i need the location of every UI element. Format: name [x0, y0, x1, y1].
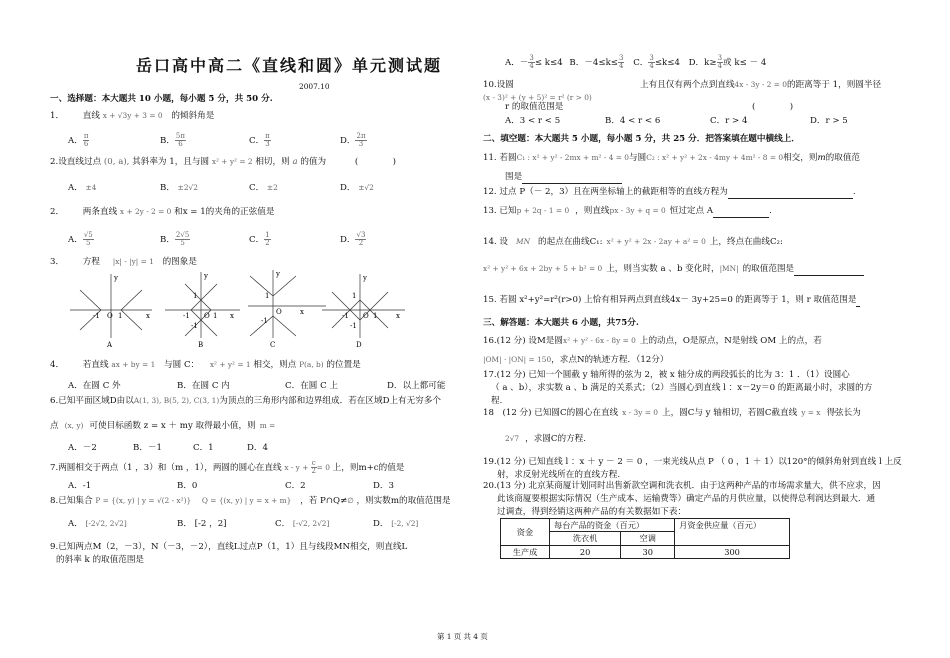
q4-graph-d[interactable]	[322, 274, 405, 338]
q10-circle-eq: (x - 3)² + (y + 5)² = r² (r > 0)	[483, 93, 592, 102]
q16-line2: |OM| · |ON| = 150，求点N的轨迹方程．（12分）	[483, 355, 669, 365]
q1-option-d[interactable]: D． $\frac{2\pi}{3}$	[340, 132, 366, 148]
q4-b-origin: O	[204, 312, 210, 320]
date: 2007.10	[299, 82, 330, 91]
q2-circle-eq: x² + y² = 2	[211, 157, 253, 166]
q19-line2: 射，求反射光线所在的直线方程.	[497, 470, 621, 480]
q14-line2: x² + y² + 6x + 2by + 5 + b² = 0 上，则当实数 a 、b 变化时，|MN| 的取值范围是	[483, 264, 864, 276]
q8-option-b[interactable]: B． [-2 ，2]	[177, 519, 227, 529]
q3-option-c[interactable]: C． $\frac{1}{2}$	[249, 231, 270, 247]
q2-stem: 2.设直线过点 (0, a), 其斜率为 1，且与圆 x² + y² = 2 相切，则 a 的值为 ( )	[50, 157, 396, 167]
page-title: 岳口高中高二《直线和圆》单元测试题	[136, 56, 443, 75]
q3-option-d[interactable]: D． $\frac{√3}{2}$	[340, 231, 366, 247]
q12-answer-blank[interactable]	[728, 187, 853, 199]
q4-graphs	[60, 268, 440, 350]
q3-option-a[interactable]: A． $\frac{√5}{5}$	[68, 231, 93, 247]
q14-answer-blank[interactable]	[794, 264, 864, 276]
section3-heading: 三、解答题：本大题共 6 小题，共75分.	[483, 318, 639, 328]
q20-sub-ac: 空调	[621, 532, 675, 545]
q4-a-origin: O	[107, 312, 113, 320]
q4-a-one: 1	[118, 312, 123, 320]
q20-header-funds: 资金	[501, 519, 550, 546]
q10-option-b[interactable]: B．4 < r < 6	[605, 116, 661, 126]
q4-b-neg-one-bottom: -1	[191, 322, 198, 330]
q4-a-label: A	[107, 341, 113, 349]
q10-option-c[interactable]: C．r > 4	[710, 116, 748, 126]
q9-options	[505, 55, 766, 70]
q20-line3: 过调查，得到经销这两种产品的有关数据如下表：	[497, 507, 687, 517]
q4-c-neg-one: -1	[261, 317, 268, 325]
q4-b-one-top: 1	[193, 292, 198, 300]
q4-b-x-label: x	[230, 312, 234, 320]
q20-table	[500, 518, 790, 559]
q4-d-x-label: x	[396, 312, 400, 320]
q15-answer-blank[interactable]	[856, 295, 860, 307]
q5-stem: 4． 若直线 ax + by = 1 与圆 C： x² + y² = 1 相交，则点 P(a, b) 的位置是	[50, 360, 361, 370]
q2-point: (0, a),	[103, 157, 130, 167]
page-footer: 第 1 页 共 4 页	[437, 632, 488, 641]
q4-c-one: 1	[265, 292, 270, 300]
q7-option-a[interactable]: A．-1	[68, 481, 92, 491]
q4-b-label: B	[198, 341, 204, 349]
q19-line1: 19.(12 分) 已知直线 l ：x ＋ y － 2 ＝ 0 ，一束光线从点 P （ 0 ，1 ＋ 1）以120°的倾斜角射到直线 l 上反	[483, 457, 902, 467]
q1-num: 1．	[50, 111, 65, 121]
q9-line1: 9.已知两点M（2，－3），N（－3，－2），直线L过点P（1，1）且与线段MN相交，则直线L	[50, 542, 408, 552]
q5-option-d[interactable]: D．以上都可能	[387, 381, 446, 391]
q6-line1: 6.已知平面区域D由以A(1, 3), B(5, 2), C(3, 1)为顶点的三角形内部和边界组成．若在区域D上有无穷多个	[50, 396, 442, 406]
q17-line3: 程.	[491, 396, 503, 406]
section2-heading: 二、填空题：本大题共 5 小题，每小题 5 分，共 25 分．把答案填在题中横线上．	[483, 134, 800, 144]
q5-option-b[interactable]: B．在圆 C 内	[177, 381, 230, 391]
q4-a-y-label: y	[114, 274, 118, 282]
q6-option-a[interactable]: A．－2	[68, 443, 97, 453]
q1-option-b[interactable]: B． $\frac{5\pi}{6}$	[160, 132, 185, 148]
q20-header-supply: 月资金供应量（百元）	[675, 519, 790, 546]
q6-line2: 点 (x, y) 可使目标函数 z = x ＋ my 取得最小值，则 m =	[50, 421, 276, 431]
q1-equation: x + √3y + 3 = 0	[102, 111, 163, 120]
q15: 15. 若圆 x²+y²=r²(r>0) 上恰有相异两点到直线4x－ 3y+25=0 的距离等于 1，则 r 取值范围是	[483, 295, 860, 307]
q4-b-y-label: y	[204, 272, 208, 280]
q4-c-origin: O	[276, 308, 282, 316]
q12: 12. 过点 P（－ 2，3）且在两坐标轴上的截距相等的直线方程为 .	[483, 187, 856, 197]
q18-line1: 18 (12 分) 已知圆C的圆心在直线 x - 3y = 0 上，圆C与 y 轴相切，若圆C截直线 y = x 得弦长为	[483, 408, 861, 418]
q20-line1: 20.(13 分) 北京某商厦计划同时出售新款空调和洗衣机．由于这两种产品的市场需求量大，供不应求，因	[483, 481, 881, 491]
q4-c-x-label: x	[300, 308, 304, 316]
q2-option-a[interactable]: A． ±4	[68, 183, 97, 193]
q5-option-a[interactable]: A．在圆 C 外	[68, 381, 121, 391]
q7-option-b[interactable]: B．0	[177, 481, 198, 491]
q9-option-b[interactable]: B．－4≤k≤ $\frac{3}{4}$	[569, 54, 624, 70]
q2-option-c[interactable]: C． ±2	[249, 183, 278, 193]
q16-line1: 16.(12 分) 设M是圆x² + y² - 6x - 8y = 0 上的动点，O是原点，N是射线 OM 上的点，若	[483, 336, 822, 346]
q8-option-d[interactable]: D． [-2, √2]	[373, 519, 419, 529]
q5-option-c[interactable]: C．在圆 C 上	[285, 381, 338, 391]
q14-line1: 14. 设 MN 的起点在曲线C₁: x² + y² + 2x - 2ay + a² = 0 上，终点在曲线C₂:	[483, 237, 783, 247]
q1-stem	[50, 111, 214, 122]
q4-d-label: D	[356, 341, 362, 349]
q2-answer-paren: ( )	[354, 157, 396, 167]
q4-a-x-label: x	[146, 312, 150, 320]
q17-line1: 17.(12 分) 已知一个圆截 y 轴所得的弦为 2，被 x 轴分成的两段弧长的比为 3：1 ．（1）设圆心	[483, 370, 850, 380]
q2-option-b[interactable]: B． ±2√2	[160, 183, 198, 193]
q9-line2: 的斜率 k 的取值范围是	[56, 555, 145, 565]
q9-option-d[interactable]: D．k≥ $\frac{3}{4}$ 或 k≤ － 4	[688, 54, 767, 70]
q2-option-d[interactable]: D． ±√2	[340, 183, 374, 193]
q4-b-neg-one: -1	[183, 312, 190, 320]
q4-stem: 3． 方程 |x| - |y| = 1 的图象是	[50, 257, 197, 267]
q4-b-one: 1	[213, 312, 218, 320]
q4-a-neg-one: -1	[93, 312, 100, 320]
q4-graph-a[interactable]	[70, 274, 152, 338]
q6-option-c[interactable]: C．1	[193, 443, 214, 453]
q20-line2: 此该商厦要根据实际情况（生产成本、运输费等）确定产品的月供应量，以使得总利润达到最大．通	[497, 494, 876, 504]
q11-stem: 11. 若圆C₁ : x² + y² - 2mx + m² - 4 = 0与圆C₂ : x² + y² + 2x - 4my + 4m² - 8 = 0相交，则m的取值范	[483, 153, 861, 163]
q8-option-a[interactable]: A． [-2√2, 2√2]	[68, 519, 127, 529]
table-row: 生产成 20 30 300	[501, 545, 790, 558]
q20-header-cost: 每台产品的资金（百元）	[550, 519, 675, 532]
q11-line2: 围是	[505, 172, 622, 184]
q13-answer-blank[interactable]	[713, 206, 769, 218]
q10-option-a[interactable]: A．3 < r < 5	[505, 116, 561, 126]
q4-d-neg-one: -1	[342, 312, 349, 320]
q8-option-c[interactable]: C． [-√2, 2√2]	[275, 519, 330, 529]
q7-stem: 7.两圆相交于两点（1 ，3）和（m ，1），两圆的圆心在直线 x - y + $\frac{c}{2}$ = 0 上，则m+c的值是	[50, 459, 405, 475]
q10-stem: 10.设圆	[483, 80, 514, 90]
q4-c-y-label: y	[276, 270, 280, 278]
q7-option-d[interactable]: D．3	[373, 481, 394, 491]
q4-graph-c[interactable]	[248, 270, 326, 338]
q18-line2: 2√7 ，求圆C的方程.	[505, 434, 586, 444]
q10-option-d[interactable]: D．r > 5	[810, 116, 848, 126]
q4-c-label: C	[270, 341, 276, 349]
q11-answer-blank[interactable]	[522, 172, 622, 184]
q4-d-one-top: 1	[352, 292, 357, 300]
q1-after: 的倾斜角是	[171, 111, 215, 121]
section1-heading: 一、选择题：本大题共 10 小题，每小题 5 分，共 50 分.	[50, 94, 273, 104]
q10-line2: r 的取值范围是	[505, 102, 564, 112]
q3-stem: 2． 两条直线 x + 2y - 2 = 0 和x = 1的夹角的正弦值是	[50, 207, 275, 217]
q10-answer-paren: ( )	[752, 102, 794, 112]
q1-option-c[interactable]: C． $\frac{\pi}{3}$	[249, 132, 270, 148]
q10-stem-mid: 上有且仅有两个点到直线4x - 3y - 2 = 0的距离等于 1，则圆半径	[640, 80, 882, 90]
q4-d-neg-one-bottom: -1	[350, 322, 357, 330]
q17-line2: （ a 、b），求实数 a 、b 满足的关系式；（2）当圆心到直线 l ：x－2y＝0 的距离最小时，求圆的方	[491, 383, 873, 393]
q4-d-one: 1	[373, 312, 378, 320]
q9-option-a[interactable]: A．－ $\frac{3}{4}$ ≤ k≤4	[505, 54, 563, 70]
q4-graph-b[interactable]	[165, 272, 240, 338]
q4-d-origin: O	[363, 312, 369, 320]
q9-option-c[interactable]: C． $\frac{3}{4}$ ≤k≤4	[633, 54, 680, 70]
q6-option-d[interactable]: D．4	[247, 443, 268, 453]
q1-text: 直线	[82, 111, 100, 121]
q6-option-b[interactable]: B．－1	[133, 443, 162, 453]
q4-d-y-label: y	[363, 274, 367, 282]
q20-sub-washer: 洗衣机	[550, 532, 621, 545]
q8-stem: 8.已知集合 P = {(x, y) | y = √(2 - x²)} Q = {(x, y) | y = x + m} ，若 P∩Q≠∅ ，则实数m的取值范围是	[50, 496, 451, 506]
q13: 13. 已知p + 2q - 1 = 0 ，则直线px - 3y + q = 0 恒过定点 A .	[483, 206, 772, 216]
q7-option-c[interactable]: C．2	[285, 481, 306, 491]
q1-option-a[interactable]: A． $\frac{\pi}{6}$	[68, 132, 89, 148]
q3-option-b[interactable]: B． $\frac{2√5}{5}$	[160, 231, 190, 247]
